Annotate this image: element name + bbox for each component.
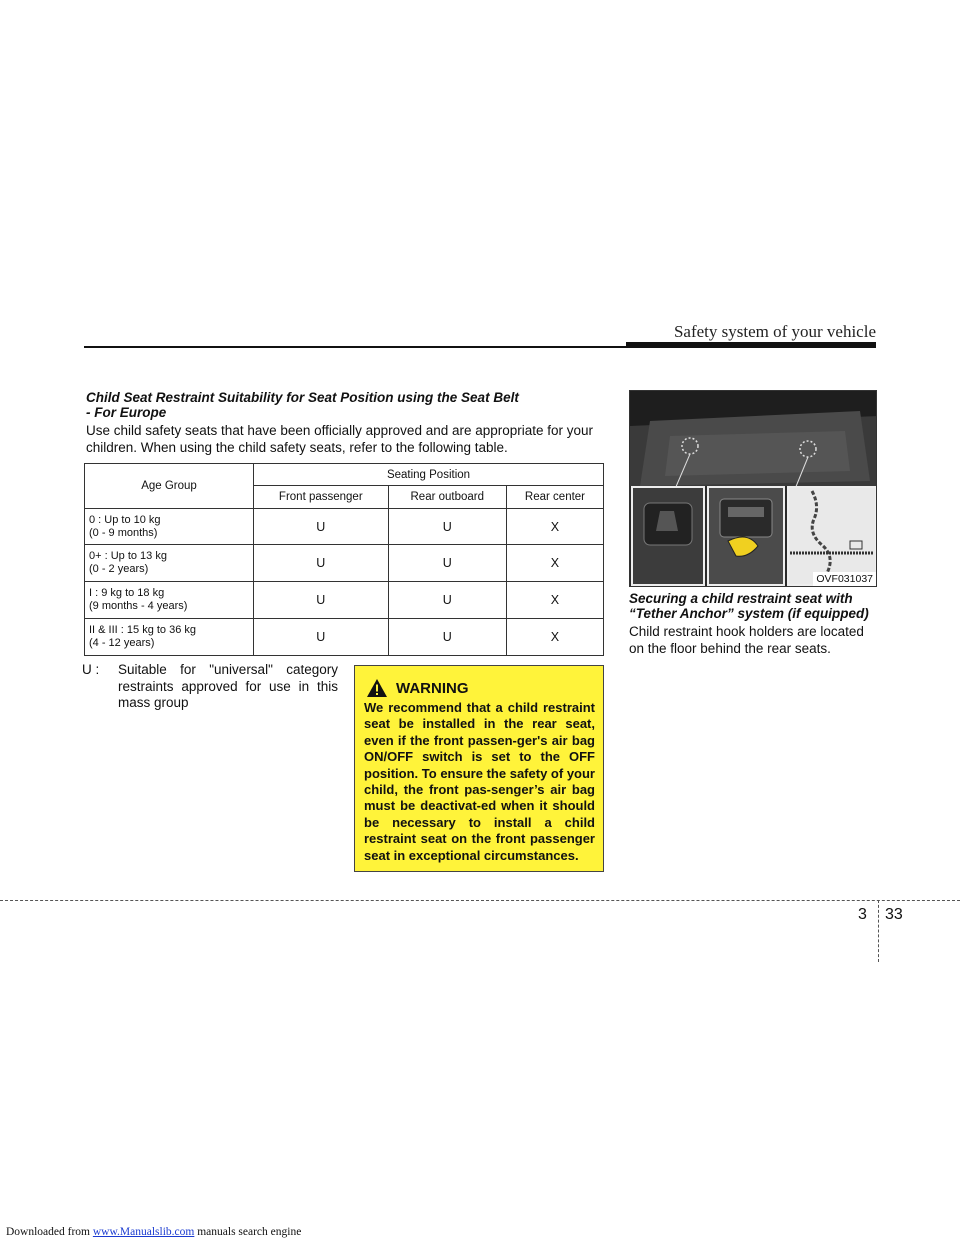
seat-suitability-table: [84, 463, 604, 656]
age-cell: 0 : Up to 10 kg (0 - 9 months): [85, 509, 254, 545]
value-cell: U: [388, 509, 506, 545]
value-cell: U: [388, 619, 506, 656]
section-title-line-1: Child Seat Restraint Suitability for Seat Position using the Seat Belt: [86, 390, 519, 405]
value-cell: X: [506, 509, 603, 545]
tether-anchor-photo: [629, 390, 877, 587]
value-cell: U: [254, 582, 389, 619]
download-footer: [6, 1226, 301, 1238]
section-title-line-2: - For Europe: [86, 405, 167, 420]
value-cell: U: [254, 509, 389, 545]
header-tab-bar: [626, 342, 876, 348]
manualslib-link[interactable]: www.Manualslib.com: [92, 1226, 195, 1238]
figure-code: OVF031037: [813, 572, 876, 586]
age-group-header: Age Group: [85, 464, 254, 509]
column-header-rear-outboard: Rear outboard: [388, 486, 506, 509]
page-number-divider: [878, 900, 879, 962]
legend-text: Suitable for "universal" category restraints approved for use in this mass group: [118, 662, 338, 710]
warning-triangle-icon: [366, 678, 388, 698]
age-cell: I : 9 kg to 18 kg (9 months - 4 years): [85, 582, 254, 619]
value-cell: X: [506, 619, 603, 656]
footer-prefix: Downloaded from: [6, 1226, 93, 1238]
value-cell: U: [388, 582, 506, 619]
table-row: [85, 545, 604, 582]
value-cell: X: [506, 545, 603, 582]
value-cell: X: [506, 582, 603, 619]
page-section-number: 3: [858, 906, 867, 923]
tether-paragraph: Child restraint hook holders are located on the floor behind the rear seats.: [629, 624, 864, 656]
tether-title-line-2: “Tether Anchor” system (if equipped): [629, 606, 869, 621]
warning-text: We recommend that a child restraint seat be installed in the rear seat, even if the front passen-ger's air bag ON/OFF switch is set to the OFF position. To ensure the safety of your child, the front pas-senger’s air bag must be deactivat-ed when it should be necessary to install a child restraint seat on the front passenger seat in exceptional circumstances.: [364, 700, 595, 863]
value-cell: U: [254, 619, 389, 656]
warning-label: WARNING: [396, 679, 469, 697]
cargo-area-illustration: [630, 391, 877, 587]
intro-paragraph: Use child safety seats that have been officially approved and are appropriate for your children. When using the child safety seats, refer to the following table.: [86, 423, 594, 455]
table-row: [85, 582, 604, 619]
age-cell: 0+ : Up to 13 kg (0 - 2 years): [85, 545, 254, 582]
tether-section-title: [629, 591, 879, 621]
footer-suffix: manuals search engine: [194, 1226, 302, 1238]
seating-position-header: Seating Position: [254, 464, 604, 486]
column-header-rear-center: Rear center: [506, 486, 603, 509]
tether-title-line-1: Securing a child restraint seat with: [629, 591, 853, 606]
column-header-front-passenger: Front passenger: [254, 486, 389, 509]
table-legend: [82, 662, 338, 712]
page-number: 33: [885, 906, 903, 923]
warning-box: [354, 665, 604, 872]
footer-divider: [0, 900, 960, 901]
table-row: [85, 619, 604, 656]
value-cell: U: [388, 545, 506, 582]
table-row: [85, 509, 604, 545]
legend-key: U :: [82, 662, 100, 677]
section-title: [86, 390, 616, 420]
value-cell: U: [254, 545, 389, 582]
age-cell: II & III : 15 kg to 36 kg (4 - 12 years): [85, 619, 254, 656]
chapter-title: Safety system of your vehicle: [673, 322, 876, 341]
